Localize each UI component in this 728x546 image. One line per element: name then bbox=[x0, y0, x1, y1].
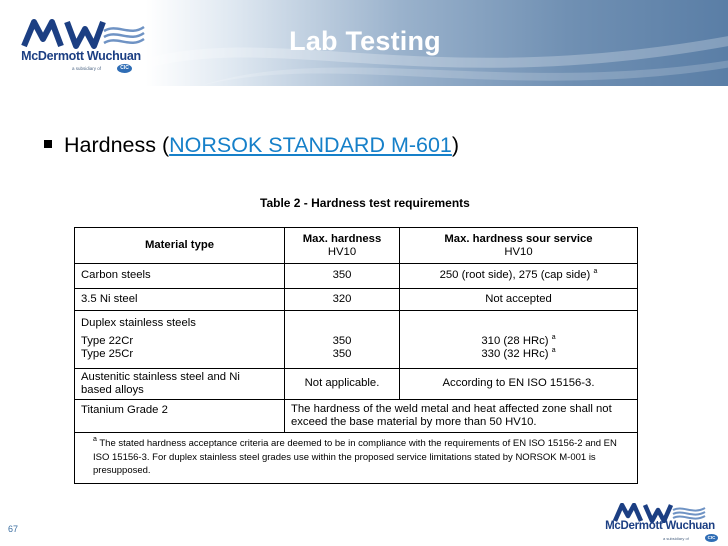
cell-sour-service: According to EN ISO 15156-3. bbox=[400, 369, 638, 400]
bullet-hardness bbox=[44, 133, 459, 158]
duplex-type-22cr: Type 22Cr bbox=[81, 334, 134, 347]
footer-logo-subtext: a subsidiary of bbox=[663, 536, 689, 541]
bullet-prefix: Hardness ( bbox=[64, 133, 170, 157]
company-logo bbox=[12, 19, 150, 77]
table-row-ni-steel bbox=[75, 289, 638, 311]
cell-max-hardness: 320 bbox=[285, 289, 400, 311]
table-row-titanium bbox=[75, 400, 638, 433]
hardness-table bbox=[74, 227, 638, 484]
table-footnote-row bbox=[75, 433, 638, 484]
header-material-type: Material type bbox=[75, 228, 285, 264]
cell-material: Titanium Grade 2 bbox=[75, 400, 285, 433]
table-row-austenitic bbox=[75, 369, 638, 400]
table-row-duplex bbox=[75, 311, 638, 369]
cell-max-hardness: 350 350 bbox=[285, 311, 400, 369]
cell-titanium-requirement: The hardness of the weld metal and heat affected zone shall not exceed the base material by more than 50 HV10. bbox=[285, 400, 638, 433]
footer-logo-wordmark: McDermott Wuchuan bbox=[605, 520, 715, 532]
footer-company-logo bbox=[597, 503, 723, 543]
logo-subtext: a subsidiary of bbox=[72, 66, 102, 71]
duplex-type-25cr: Type 25Cr bbox=[81, 348, 134, 361]
mw-logo-mark-icon bbox=[12, 19, 150, 49]
page-number: 67 bbox=[8, 524, 19, 534]
table-footnote: $^a$ The stated hardness acceptance criteria are deemed to be in compliance with the requirements of EN ISO 15156-2 and EN ISO 15156-3. For duplex stainless steel grades use within the proposed service limitations stated by NORSOK M-001 is presupposed. bbox=[75, 433, 638, 484]
cell-material: Austenitic stainless steel and Ni based alloys bbox=[75, 369, 285, 400]
table-row-carbon-steels bbox=[75, 264, 638, 289]
cell-sour-service: 250 (root side), 275 (cap side) $^a$ bbox=[400, 264, 638, 289]
footer-logo-badge: CIC bbox=[705, 534, 718, 542]
duplex-heading: Duplex stainless steels bbox=[81, 317, 196, 330]
logo-wordmark: McDermott Wuchuan bbox=[21, 49, 141, 63]
footnote-mark: a bbox=[93, 436, 97, 443]
table-caption: Table 2 - Hardness test requirements bbox=[260, 196, 470, 210]
table-header-row bbox=[75, 228, 638, 264]
logo-badge: CIC bbox=[117, 64, 132, 73]
cell-sour-service: Not accepted bbox=[400, 289, 638, 311]
slide-title: Lab Testing bbox=[289, 26, 441, 56]
header-max-hardness: Max. hardness HV10 bbox=[285, 228, 400, 264]
header-max-hardness-sour: Max. hardness sour service HV10 bbox=[400, 228, 638, 264]
cell-max-hardness: Not applicable. bbox=[285, 369, 400, 400]
cell-material bbox=[75, 311, 285, 369]
cell-material: 3.5 Ni steel bbox=[75, 289, 285, 311]
norsok-standard-link[interactable]: NORSOK STANDARD M-601 bbox=[169, 133, 452, 157]
bullet-square-icon bbox=[44, 140, 52, 148]
cell-sour-service: 310 (28 HRc) $^a$ 330 (32 HRc) $^a$ bbox=[400, 311, 638, 369]
bullet-suffix: ) bbox=[451, 133, 460, 157]
cell-material: Carbon steels bbox=[75, 264, 285, 289]
cell-max-hardness: 350 bbox=[285, 264, 400, 289]
